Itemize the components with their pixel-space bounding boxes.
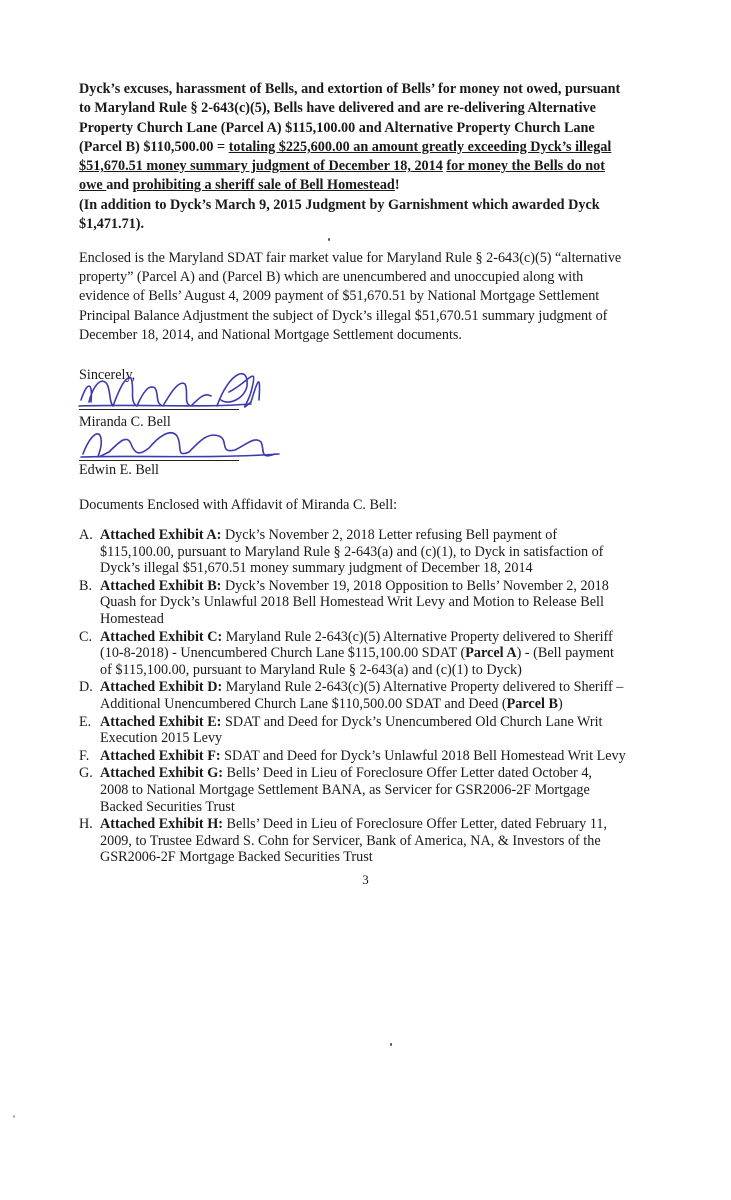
bold-statement-block (79, 80, 654, 234)
exhibit-list (79, 527, 654, 867)
bold-line (79, 176, 654, 195)
exhibit-text: Maryland Rule 2-643(c)(5) Alternative Property delivered to Sheriff (225, 628, 613, 645)
bold-text: ! (394, 177, 400, 194)
bold-text: (Parcel B) $110,500.00 = (79, 138, 229, 155)
bold-line: Property Church Lane (Parcel A) $115,100.00 and Alternative Property Church Lane (79, 119, 595, 136)
documents-enclosed-heading: Documents Enclosed with Affidavit of Miranda C. Bell: (79, 497, 398, 513)
paragraph-line: Enclosed is the Maryland SDAT fair market value for Maryland Rule § 2-643(c)(5) “alternative (79, 250, 622, 266)
exhibit-text: ) (557, 695, 563, 712)
exhibit-letter: E. (79, 713, 92, 730)
exhibit-item (79, 629, 654, 679)
scan-speck (13, 1115, 15, 1118)
underlined-text: prohibiting a sheriff sale of Bell Homestead (132, 177, 395, 194)
underlined-text: totaling $225,600.00 an amount greatly exceeding Dyck’s illegal (228, 138, 612, 155)
paragraph-line: Principal Balance Adjustment the subject of Dyck’s illegal $51,670.51 summary judgment of (79, 307, 608, 324)
exhibit-line: Quash for Dyck’s Unlawful 2018 Bell Homestead Writ Levy and Motion to Release Bell (100, 594, 604, 611)
exhibit-line: 2008 to National Mortgage Settlement BANA, as Servicer for GSR2006-2F Mortgage (100, 781, 590, 798)
exhibit-letter: A. (79, 527, 93, 543)
exhibit-line (100, 645, 654, 662)
exhibit-item (79, 679, 654, 712)
paragraph-line: December 18, 2014, and National Mortgage Settlement documents. (79, 326, 462, 343)
enclosure-paragraph (79, 249, 654, 345)
scan-speck (390, 1043, 392, 1046)
exhibit-line: 2009, to Trustee Edward S. Cohn for Servicer, Bank of America, NA, & Investors of the (100, 832, 601, 849)
exhibit-text: Bells’ Deed in Lieu of Foreclosure Offer Letter dated October 4, (226, 765, 592, 782)
exhibit-line (100, 578, 654, 595)
scan-speck (328, 238, 330, 241)
exhibit-label: Attached Exhibit H: (100, 816, 223, 833)
underlined-text: $51,670.51 money summary judgment of December 18, 2014 (79, 158, 443, 175)
exhibit-item (79, 765, 654, 815)
closing-text: Sincerely, (79, 367, 136, 383)
exhibit-text: Maryland Rule 2-643(c)(5) Alternative Property delivered to Sheriff – (225, 679, 624, 696)
exhibit-text: Bells’ Deed in Lieu of Foreclosure Offer Letter, dated February 11, (226, 816, 608, 833)
exhibit-line (100, 816, 654, 833)
exhibit-line (100, 765, 654, 782)
page-number: 3 (362, 872, 369, 887)
exhibit-letter: C. (79, 628, 93, 645)
bold-line: Dyck’s excuses, harassment of Bells, and extortion of Bells’ for money not owed, pursuant (79, 81, 621, 97)
exhibit-line: of $115,100.00, pursuant to Maryland Rule § 2-643(a) and (c)(1) to Dyck) (100, 661, 522, 678)
exhibit-line (100, 629, 654, 646)
exhibit-label: Attached Exhibit F: (100, 747, 221, 764)
exhibit-item (79, 714, 654, 747)
exhibit-line: Backed Securities Trust (100, 798, 235, 815)
signature-block (79, 362, 379, 482)
bold-line: (In addition to Dyck’s March 9, 2015 Judgment by Garnishment which awarded Dyck (79, 196, 600, 213)
exhibit-letter: H. (79, 816, 93, 833)
exhibit-text: Dyck’s November 2, 2018 Letter refusing Bell payment of (224, 527, 558, 543)
exhibit-label: Attached Exhibit A: (100, 527, 222, 543)
bold-line: $1,471.71). (79, 216, 145, 233)
signer-name-miranda: Miranda C. Bell (79, 414, 171, 430)
exhibit-line: $115,100.00, pursuant to Maryland Rule § 2-643(a) and (c)(1), to Dyck in satisfaction of (100, 543, 604, 560)
exhibit-text: SDAT and Deed for Dyck’s Unencumbered Old Church Lane Writ (224, 713, 603, 730)
exhibit-text: Dyck’s November 19, 2018 Opposition to Bells’ November 2, 2018 (224, 577, 609, 594)
exhibit-item (79, 816, 654, 866)
underlined-text: for money the Bells do not (446, 158, 605, 175)
exhibit-line (100, 696, 654, 713)
exhibit-item (79, 748, 654, 765)
exhibit-text: SDAT and Deed for Dyck’s Unlawful 2018 Bell Homestead Writ Levy (224, 747, 626, 764)
exhibit-letter: F. (79, 747, 90, 764)
paragraph-line: property” (Parcel A) and (Parcel B) which are unencumbered and unoccupied along with (79, 269, 584, 286)
bold-line (79, 157, 654, 176)
exhibit-text: Additional Unencumbered Church Lane $110,500.00 SDAT and Deed ( (100, 695, 507, 712)
exhibit-item (79, 578, 654, 628)
exhibit-text: ) - (Bell payment (516, 645, 614, 662)
exhibit-line (100, 714, 654, 731)
exhibit-line: GSR2006-2F Mortgage Backed Securities Trust (100, 849, 373, 866)
bold-text: and (106, 177, 133, 194)
exhibit-item (79, 527, 654, 577)
exhibit-letter: G. (79, 765, 93, 782)
exhibit-label: Attached Exhibit D: (100, 679, 223, 696)
signer-name-edwin: Edwin E. Bell (79, 462, 159, 478)
exhibit-line: Execution 2015 Levy (100, 730, 223, 747)
exhibit-letter: D. (79, 679, 93, 696)
exhibit-label: Attached Exhibit C: (100, 628, 223, 645)
underlined-text: owe (79, 177, 107, 194)
handwritten-signatures (79, 362, 379, 482)
exhibit-letter: B. (79, 577, 93, 594)
exhibit-label: Attached Exhibit E: (100, 713, 222, 730)
paragraph-line: evidence of Bells’ August 4, 2009 payment of $51,670.51 by National Mortgage Settlement (79, 288, 600, 305)
parcel-label: Parcel A (465, 645, 517, 662)
exhibit-line: Homestead (100, 610, 164, 627)
exhibit-line (100, 748, 654, 765)
bold-line: to Maryland Rule § 2-643(c)(5), Bells have delivered and are re-delivering Alternative (79, 100, 596, 117)
exhibit-line (100, 527, 654, 544)
bold-line (79, 138, 654, 157)
exhibit-label: Attached Exhibit G: (100, 765, 223, 782)
exhibit-line: Dyck’s illegal $51,670.51 money summary judgment of December 18, 2014 (100, 560, 533, 577)
exhibit-text: (10-8-2018) - Unencumbered Church Lane $115,100.00 SDAT ( (100, 645, 466, 662)
exhibit-label: Attached Exhibit B: (100, 577, 222, 594)
parcel-label: Parcel B (506, 695, 558, 712)
exhibit-line (100, 679, 654, 696)
